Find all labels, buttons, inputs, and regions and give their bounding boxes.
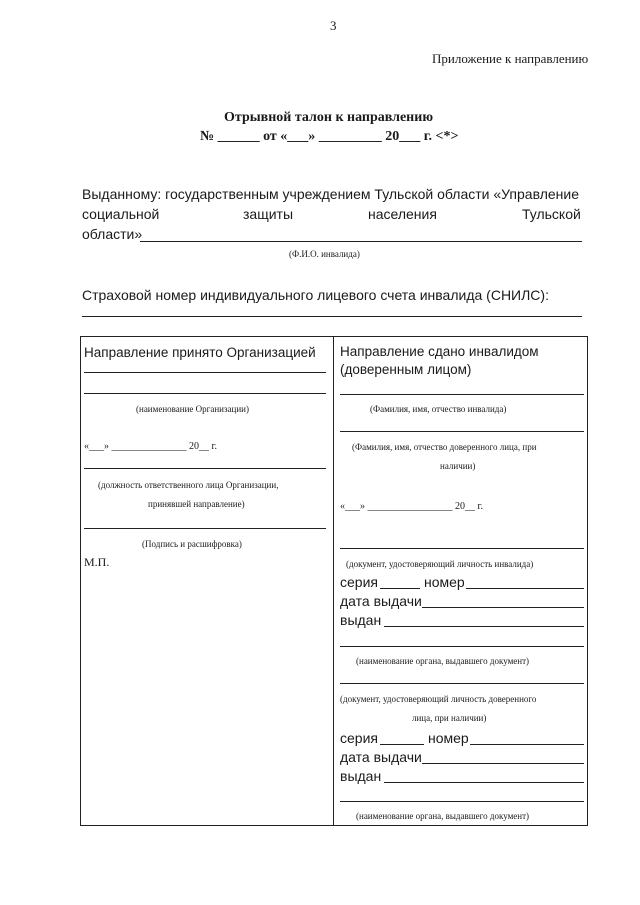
doc-caption: (документ, удостоверяющий личность инвалида) <box>346 559 534 569</box>
org-line-1[interactable] <box>84 372 326 373</box>
snils-underline[interactable] <box>82 316 582 317</box>
fio-underline[interactable] <box>140 241 582 242</box>
org-caption: (наименование Организации) <box>136 404 249 414</box>
proxy-fio-line[interactable] <box>340 431 584 432</box>
number-field-2[interactable] <box>470 744 584 745</box>
issued-line-3: области» <box>82 226 143 242</box>
number-line: № ______ от «___» _________ 20___ г. <*> <box>200 129 459 144</box>
fio-caption: (Ф.И.О. инвалида) <box>289 249 360 259</box>
issued-by-label: выдан <box>340 612 382 628</box>
series-label: серия <box>340 574 378 590</box>
issue-date-label-2: дата выдачи <box>340 749 422 765</box>
number-label-2: номер <box>428 730 469 746</box>
invalid-fio-caption: (Фамилия, имя, отчество инвалида) <box>370 404 507 414</box>
organ-caption: (наименование органа, выдавшего документ) <box>356 656 530 666</box>
number-label: номер <box>424 574 465 590</box>
stamp-label: М.П. <box>84 555 110 569</box>
series-field-2[interactable] <box>380 744 424 745</box>
issued-word-social: социальной <box>82 206 160 222</box>
proxy-caption-1: (Фамилия, имя, отчество доверенного лица, при <box>352 442 537 452</box>
table-divider <box>333 336 334 826</box>
signature-caption: (Подпись и расшифровка) <box>142 539 242 549</box>
series-label-2: серия <box>340 730 378 746</box>
organ-caption-2: (наименование органа, выдавшего документ) <box>356 811 530 821</box>
snils-label: Страховой номер индивидуального лицевого счета инвалида (СНИЛС): <box>82 287 549 303</box>
issued-by-field[interactable] <box>384 626 584 627</box>
series-field[interactable] <box>380 588 420 589</box>
issue-date-field[interactable] <box>422 607 584 608</box>
signature-line[interactable] <box>84 528 326 529</box>
proxy-doc-caption-1: (документ, удостоверяющий личность доверенного <box>340 694 537 704</box>
organ-line-2[interactable] <box>340 801 584 802</box>
issued-word-population: населения <box>368 206 437 222</box>
issued-by-field-2[interactable] <box>384 782 584 783</box>
issued-line-1: Выданному: государственным учреждением Тульской области «Управление <box>82 186 579 202</box>
issue-date-field-2[interactable] <box>422 763 584 764</box>
right-date-line[interactable]: «___» _________________ 20__ г. <box>340 501 483 512</box>
invalid-fio-line[interactable] <box>340 394 584 395</box>
issue-date-label: дата выдачи <box>340 593 422 609</box>
issued-word-tula: Тульской <box>522 206 581 222</box>
doc-line[interactable] <box>340 548 584 549</box>
right-header-1: Направление сдано инвалидом <box>340 344 539 359</box>
proxy-doc-caption-2: лица, при наличии) <box>412 713 487 723</box>
form-title: Отрывной талон к направлению <box>224 110 434 125</box>
position-caption-1: (должность ответственного лица Организации, <box>98 480 279 490</box>
left-date-line[interactable]: «___» _______________ 20__ г. <box>84 441 217 452</box>
page-number: 3 <box>330 18 337 33</box>
left-header: Направление принято Организацией <box>84 345 316 360</box>
issued-word-protection: защиты <box>243 206 294 222</box>
position-line[interactable] <box>84 468 326 469</box>
proxy-caption-2: наличии) <box>440 461 476 471</box>
number-field[interactable] <box>466 588 584 589</box>
right-header-2: (доверенным лицом) <box>340 362 472 377</box>
org-line-2[interactable] <box>84 393 326 394</box>
organ-line[interactable] <box>340 646 584 647</box>
proxy-doc-line[interactable] <box>340 683 584 684</box>
appendix-label: Приложение к направлению <box>432 51 589 66</box>
position-caption-2: принявшей направление) <box>148 499 245 509</box>
issued-by-label-2: выдан <box>340 768 382 784</box>
